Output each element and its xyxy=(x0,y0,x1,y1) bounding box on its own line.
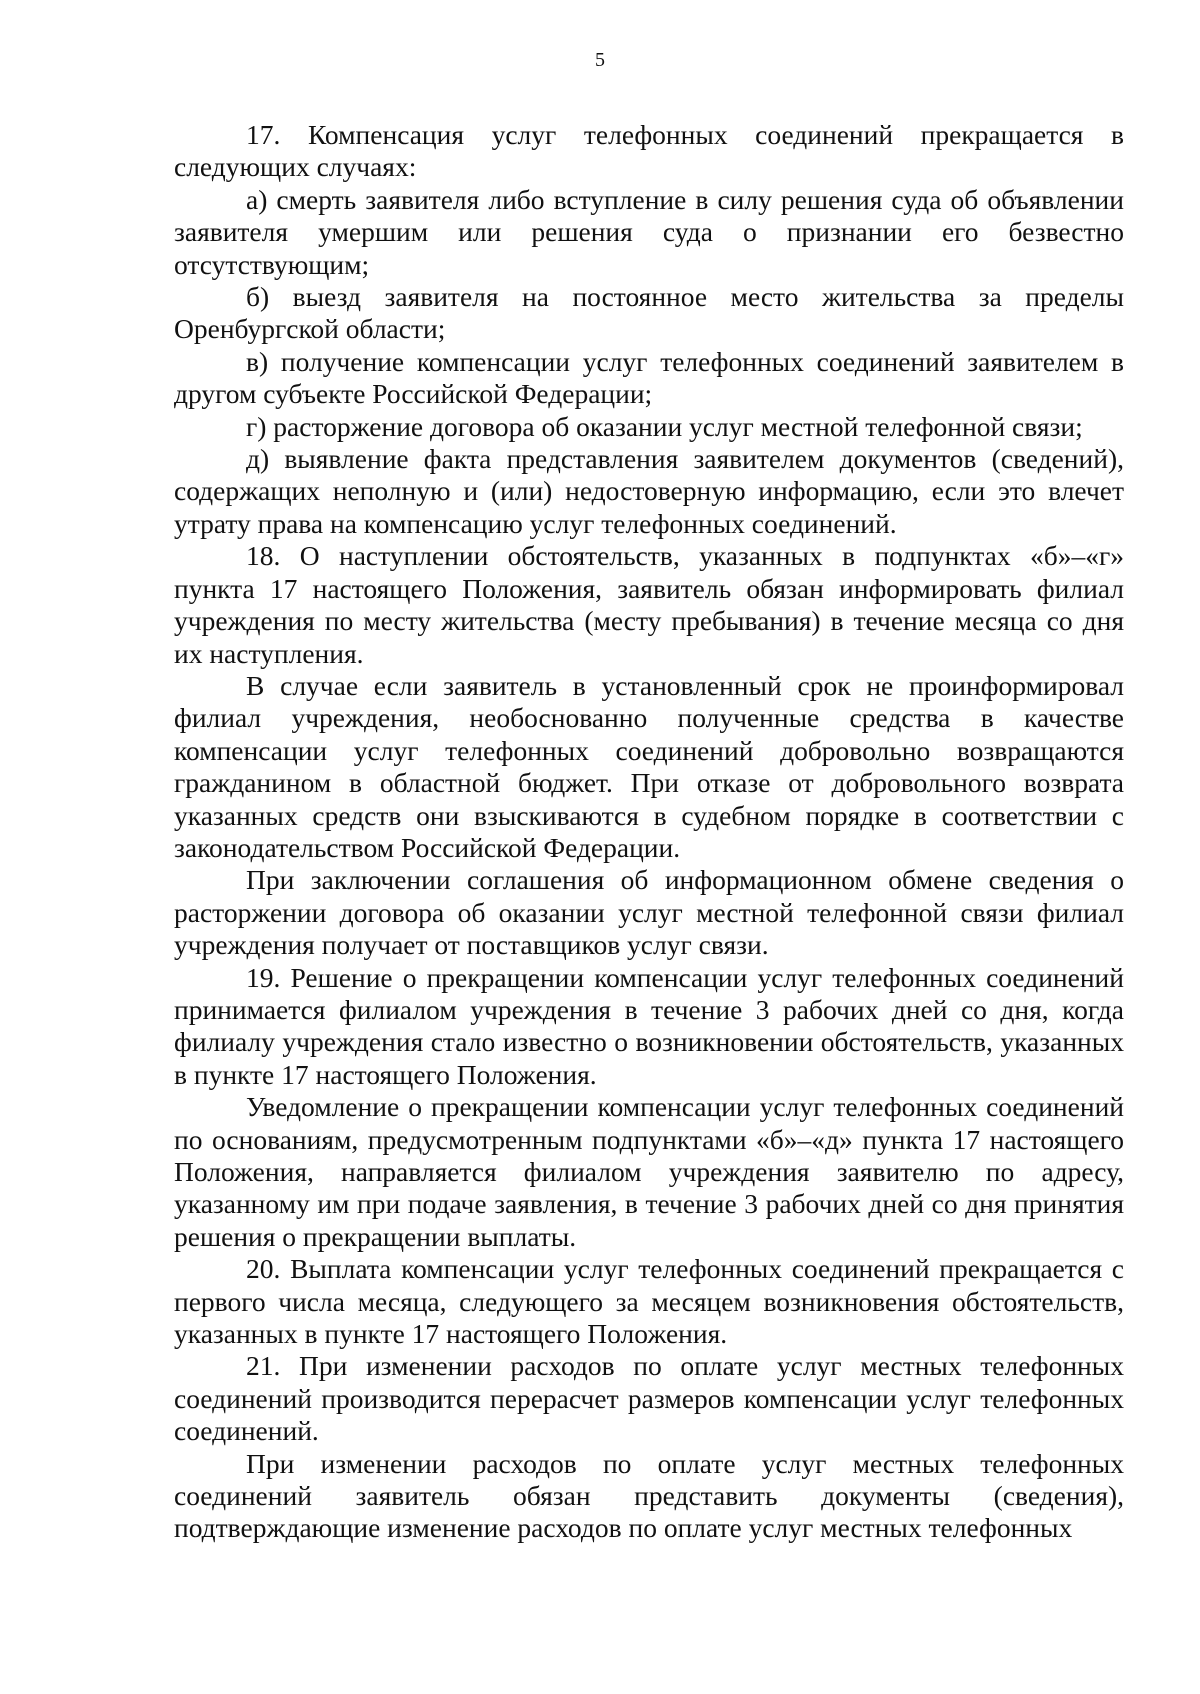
paragraph-17-v: в) получение компенсации услуг телефонных соединений заявителем в другом субъекте Российской Федерации; xyxy=(174,345,1124,410)
page-number: 5 xyxy=(595,49,605,71)
paragraph-17-a: а) смерть заявителя либо вступление в силу решения суда об объявлении заявителя умершим или решения суда о признании его безвестно отсутствующим; xyxy=(174,183,1124,280)
paragraph-18-agreement: При заключении соглашения об информационном обмене сведения о расторжении договора об оказании услуг местной телефонной связи филиал учреждения получает от поставщиков услуг связи. xyxy=(174,864,1124,961)
paragraph-17: 17. Компенсация услуг телефонных соединений прекращается в следующих случаях: xyxy=(174,119,1124,183)
paragraph-19-notice: Уведомление о прекращении компенсации услуг телефонных соединений по основаниям, предусмотренным подпунктами «б»–«д» пункта 17 настоящего Положения, направляется филиалом учреждения заявителю по адресу, указанному им при подаче заявления, в течение 3 рабочих дней со дня принятия решения о прекращении выплаты. xyxy=(174,1091,1124,1252)
paragraph-18-refund: В случае если заявитель в установленный срок не проинформировал филиал учреждения, необоснованно полученные средства в качестве компенсации услуг телефонных соединений добровольно возвращаются гражданином в областной бюджет. При отказе от добровольного возврата указанных средств они взыскиваются в судебном порядке в соответствии с законодательством Российской Федерации. xyxy=(174,669,1124,863)
paragraph-19: 19. Решение о прекращении компенсации услуг телефонных соединений принимается филиалом учреждения в течение 3 рабочих дней со дня, когда филиалу учреждения стало известно о возникновении обстоятельств, указанных в пункте 17 настоящего Положения. xyxy=(174,961,1124,1090)
paragraph-21-documents: При изменении расходов по оплате услуг местных телефонных соединений заявитель обязан представить документы (сведения), подтверждающие изменение расходов по оплате услуг местных телефонных xyxy=(174,1447,1124,1544)
paragraph-18: 18. О наступлении обстоятельств, указанных в подпунктах «б»–«г» пункта 17 настоящего Положения, заявитель обязан информировать филиал учреждения по месту жительства (месту пребывания) в течение месяца со дня их наступления. xyxy=(174,540,1124,669)
paragraph-17-d: д) выявление факта представления заявителем документов (сведений), содержащих неполную и (или) недостоверную информацию, если это влечет утрату права на компенсацию услуг телефонных соединений. xyxy=(174,443,1124,539)
paragraph-17-g: г) расторжение договора об оказании услуг местной телефонной связи; xyxy=(246,410,1083,442)
paragraph-17-b: б) выезд заявителя на постоянное место жительства за пределы Оренбургской области; xyxy=(174,281,1124,345)
paragraph-20: 20. Выплата компенсации услуг телефонных соединений прекращается с первого числа месяца, следующего за месяцем возникновения обстоятельств, указанных в пункте 17 настоящего Положения. xyxy=(174,1253,1124,1350)
document-body xyxy=(174,119,1124,1545)
paragraph-21: 21. При изменении расходов по оплате услуг местных телефонных соединений производится перерасчет размеров компенсации услуг телефонных соединений. xyxy=(174,1350,1124,1447)
